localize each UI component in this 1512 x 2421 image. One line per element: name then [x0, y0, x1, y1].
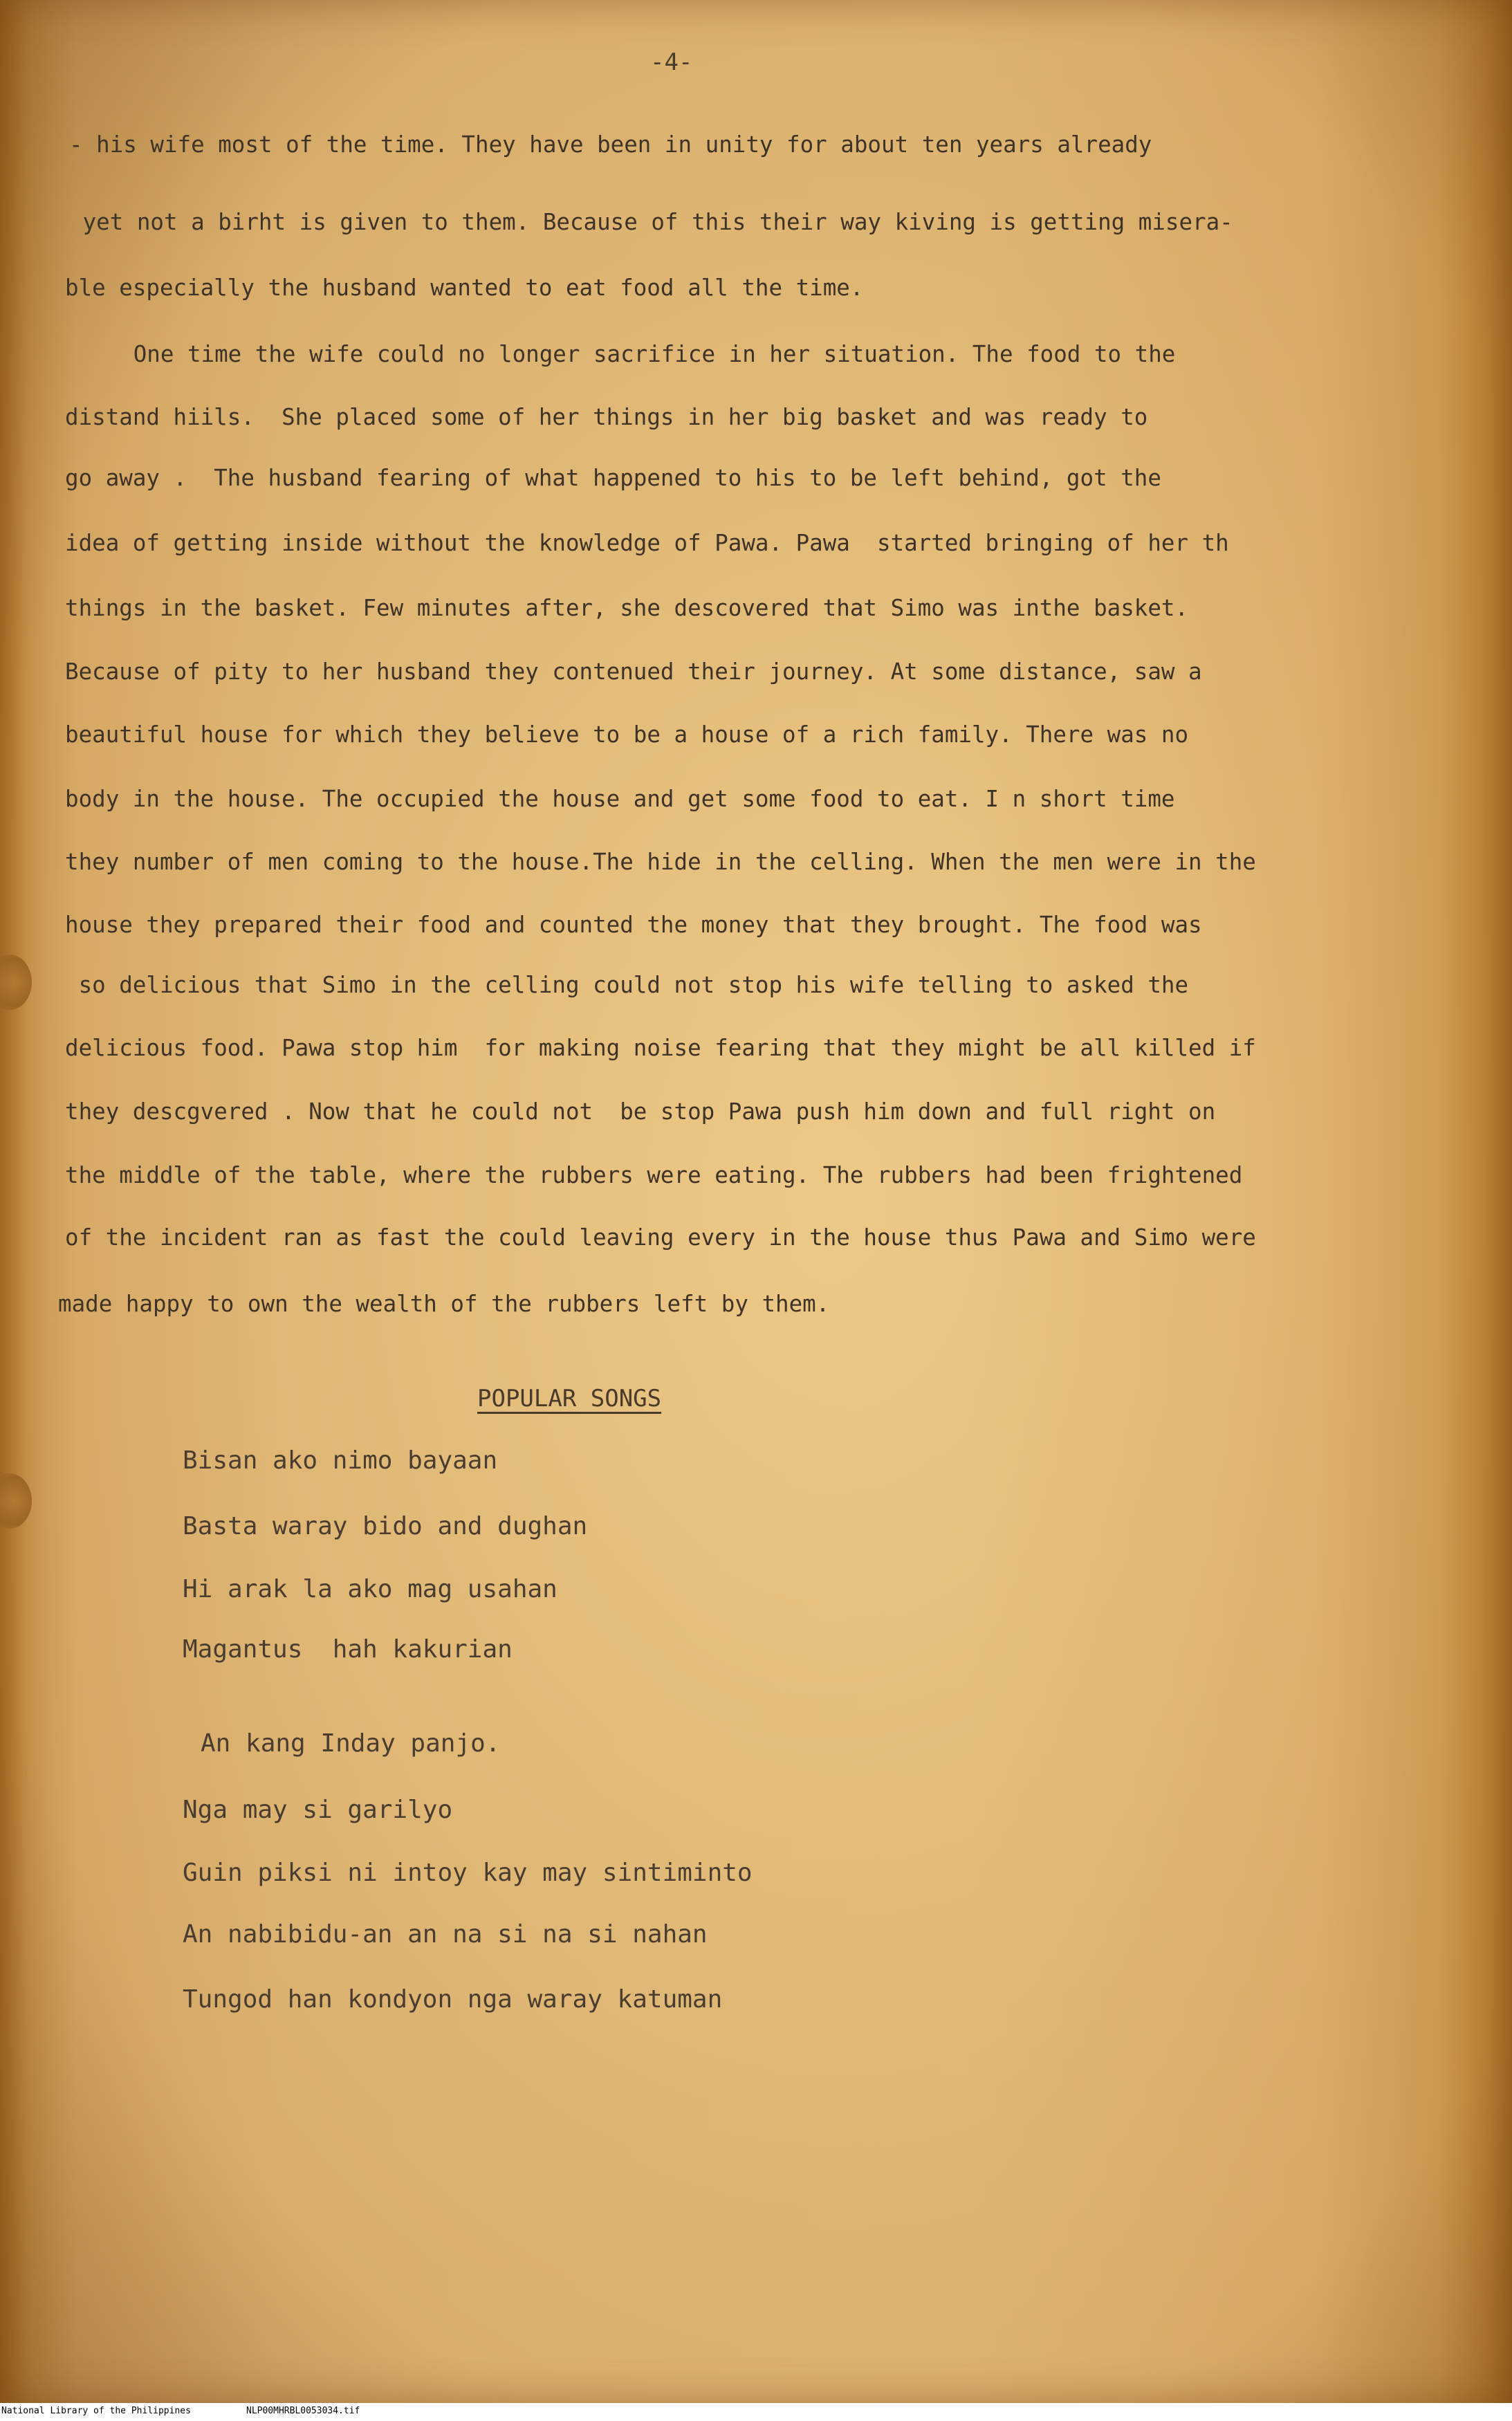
story-line-10: beautiful house for which they believe to be a house of a rich family. There was no: [65, 721, 1189, 748]
song-2-line-5: Tungod han kondyon nga waray katuman: [183, 1985, 723, 2014]
song-1-line-4: Magantus hah kakurian: [183, 1635, 513, 1664]
story-line-19: made happy to own the wealth of the rubbers left by them.: [58, 1291, 830, 1317]
binding-hole-lower: [0, 1473, 32, 1529]
story-line-1: - his wife most of the time. They have been in unity for about ten years already: [69, 131, 1152, 158]
song-1-line-1: Bisan ako nimo bayaan: [183, 1446, 498, 1475]
song-2-line-2: Nga may si garilyo: [183, 1796, 453, 1824]
story-line-4: One time the wife could no longer sacrifice in her situation. The food to the: [93, 341, 1176, 367]
story-line-17: the middle of the table, where the rubbers were eating. The rubbers had been frightened: [65, 1162, 1243, 1188]
story-line-8: things in the basket. Few minutes after, she descovered that Simo was inthe basket.: [65, 595, 1189, 621]
story-line-16: they descgvered . Now that he could not be stop Pawa push him down and full right on: [65, 1098, 1216, 1125]
footer-file-id: NLP00MHRBL0053034.tif: [246, 2406, 360, 2416]
story-line-12: they number of men coming to the house.The hide in the celling. When the men were in the: [65, 849, 1256, 875]
story-line-7: idea of getting inside without the knowledge of Pawa. Pawa started bringing of her th: [65, 530, 1229, 556]
story-line-13: house they prepared their food and counted the money that they brought. The food was: [65, 912, 1202, 938]
story-line-9: Because of pity to her husband they contenued their journey. At some distance, saw a: [65, 659, 1202, 685]
scan-footer: [0, 2403, 1512, 2421]
story-line-5: distand hiils. She placed some of her things in her big basket and was ready to: [65, 404, 1148, 430]
story-line-2: yet not a birht is given to them. Because of this their way kiving is getting misera-: [69, 209, 1233, 235]
song-2-line-4: An nabibidu-an an na si na si nahan: [183, 1920, 708, 1949]
song-2-line-1: An kang Inday panjo.: [201, 1729, 501, 1758]
page-number: -4-: [650, 48, 693, 76]
story-line-15: delicious food. Pawa stop him for making noise fearing that they might be all killed if: [65, 1035, 1256, 1061]
story-line-6: go away . The husband fearing of what happened to his to be left behind, got the: [65, 465, 1161, 491]
story-line-3: ble especially the husband wanted to eat food all the time.: [65, 275, 864, 301]
song-1-line-3: Hi arak la ako mag usahan: [183, 1575, 557, 1603]
story-line-11: body in the house. The occupied the house and get some food to eat. I n short time: [65, 786, 1175, 812]
footer-library-name: National Library of the Philippines: [1, 2406, 191, 2416]
song-1-line-2: Basta waray bido and dughan: [183, 1512, 588, 1540]
songs-section-title: POPULAR SONGS: [477, 1385, 662, 1412]
story-line-14: so delicious that Simo in the celling could not stop his wife telling to asked the: [65, 972, 1189, 998]
binding-hole-upper: [0, 955, 32, 1010]
song-2-line-3: Guin piksi ni intoy kay may sintiminto: [183, 1859, 753, 1887]
story-line-18: of the incident ran as fast the could leaving every in the house thus Pawa and Simo were: [65, 1224, 1256, 1251]
